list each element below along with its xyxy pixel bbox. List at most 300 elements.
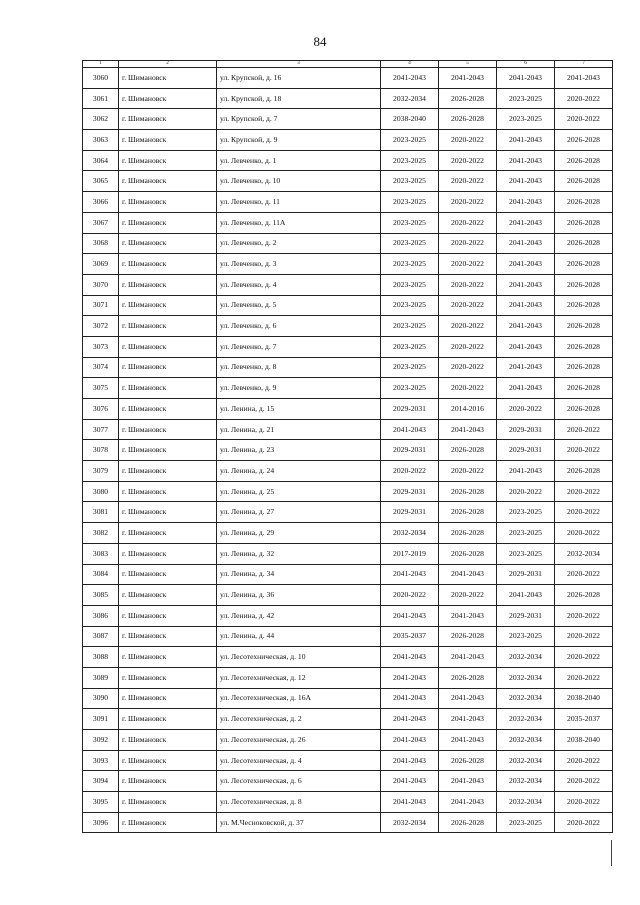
period-cell: 2035-2037	[381, 626, 439, 647]
settlement-cell: г. Шимановск	[119, 336, 217, 357]
period-cell: 2020-2022	[555, 647, 613, 668]
settlement-cell: г. Шимановск	[119, 502, 217, 523]
period-cell: 2029-2031	[497, 419, 555, 440]
table-row	[83, 626, 613, 647]
column-number-row	[83, 61, 613, 68]
period-cell: 2041-2043	[381, 564, 439, 585]
period-cell: 2020-2022	[439, 212, 497, 233]
address-cell: ул. Левченко, д. 2	[217, 233, 381, 254]
table-row	[83, 254, 613, 275]
settlement-cell: г. Шимановск	[119, 688, 217, 709]
period-cell: 2026-2028	[555, 150, 613, 171]
period-cell: 2026-2028	[555, 336, 613, 357]
period-cell: 2020-2022	[497, 481, 555, 502]
period-cell: 2035-2037	[555, 709, 613, 730]
period-cell: 2017-2019	[381, 543, 439, 564]
period-cell: 2032-2034	[497, 771, 555, 792]
period-cell: 2026-2028	[555, 212, 613, 233]
settlement-cell: г. Шимановск	[119, 212, 217, 233]
row-number: 3095	[83, 792, 119, 813]
period-cell: 2020-2022	[439, 171, 497, 192]
period-cell: 2020-2022	[439, 233, 497, 254]
row-number: 3082	[83, 523, 119, 544]
address-cell: ул. Левченко, д. 11А	[217, 212, 381, 233]
address-cell: ул. Лесотехническая, д. 12	[217, 667, 381, 688]
period-cell: 2038-2040	[555, 688, 613, 709]
period-cell: 2023-2025	[381, 274, 439, 295]
period-cell: 2023-2025	[497, 523, 555, 544]
period-cell: 2026-2028	[439, 523, 497, 544]
address-cell: ул. Лесотехническая, д. 10	[217, 647, 381, 668]
period-cell: 2041-2043	[439, 688, 497, 709]
settlement-cell: г. Шимановск	[119, 254, 217, 275]
settlement-cell: г. Шимановск	[119, 274, 217, 295]
row-number: 3091	[83, 709, 119, 730]
row-number: 3075	[83, 378, 119, 399]
page-number: 84	[313, 34, 327, 49]
address-cell: ул. Левченко, д. 11	[217, 192, 381, 213]
period-cell: 2041-2043	[439, 771, 497, 792]
settlement-cell: г. Шимановск	[119, 667, 217, 688]
period-cell: 2041-2043	[497, 192, 555, 213]
period-cell: 2041-2043	[497, 274, 555, 295]
settlement-cell: г. Шимановск	[119, 461, 217, 482]
period-cell: 2020-2022	[555, 440, 613, 461]
settlement-cell: г. Шимановск	[119, 316, 217, 337]
period-cell: 2026-2028	[439, 543, 497, 564]
row-number: 3079	[83, 461, 119, 482]
period-cell: 2032-2034	[381, 523, 439, 544]
settlement-cell: г. Шимановск	[119, 543, 217, 564]
period-cell: 2023-2025	[381, 150, 439, 171]
row-number: 3078	[83, 440, 119, 461]
period-cell: 2023-2025	[381, 295, 439, 316]
period-cell: 2041-2043	[381, 68, 439, 89]
settlement-cell: г. Шимановск	[119, 171, 217, 192]
settlement-cell: г. Шимановск	[119, 585, 217, 606]
table-row	[83, 502, 613, 523]
row-number: 3067	[83, 212, 119, 233]
settlement-cell: г. Шимановск	[119, 626, 217, 647]
period-cell: 2041-2043	[555, 68, 613, 89]
table-row	[83, 68, 613, 89]
period-cell: 2026-2028	[439, 88, 497, 109]
period-cell: 2041-2043	[381, 771, 439, 792]
period-cell: 2020-2022	[555, 481, 613, 502]
address-cell: ул. Лесотехническая, д. 16А	[217, 688, 381, 709]
period-cell: 2020-2022	[439, 336, 497, 357]
period-cell: 2032-2034	[381, 812, 439, 833]
address-cell: ул. Левченко, д. 1	[217, 150, 381, 171]
period-cell: 2020-2022	[439, 150, 497, 171]
table-row	[83, 399, 613, 420]
table-row	[83, 171, 613, 192]
period-cell: 2020-2022	[439, 461, 497, 482]
period-cell: 2029-2031	[381, 440, 439, 461]
period-cell: 2020-2022	[555, 605, 613, 626]
table-row	[83, 295, 613, 316]
period-cell: 2029-2031	[497, 605, 555, 626]
period-cell: 2026-2028	[555, 357, 613, 378]
address-cell: ул. Ленина, д. 32	[217, 543, 381, 564]
period-cell: 2029-2031	[381, 502, 439, 523]
table-row	[83, 750, 613, 771]
address-cell: ул. Ленина, д. 34	[217, 564, 381, 585]
table-row	[83, 336, 613, 357]
settlement-cell: г. Шимановск	[119, 233, 217, 254]
registry-table	[82, 60, 613, 833]
row-number: 3074	[83, 357, 119, 378]
row-number: 3080	[83, 481, 119, 502]
settlement-cell: г. Шимановск	[119, 647, 217, 668]
row-number: 3090	[83, 688, 119, 709]
period-cell: 2032-2034	[497, 667, 555, 688]
period-cell: 2041-2043	[497, 461, 555, 482]
period-cell: 2020-2022	[555, 502, 613, 523]
row-number: 3064	[83, 150, 119, 171]
table-row	[83, 212, 613, 233]
table-row	[83, 812, 613, 833]
period-cell: 2041-2043	[497, 68, 555, 89]
address-cell: ул. Ленина, д. 42	[217, 605, 381, 626]
row-number: 3071	[83, 295, 119, 316]
period-cell: 2041-2043	[497, 357, 555, 378]
table-row	[83, 419, 613, 440]
row-number: 3087	[83, 626, 119, 647]
table-row	[83, 88, 613, 109]
period-cell: 2023-2025	[497, 109, 555, 130]
table-row	[83, 730, 613, 751]
row-number: 3096	[83, 812, 119, 833]
period-cell: 2041-2043	[381, 605, 439, 626]
row-number: 3068	[83, 233, 119, 254]
period-cell: 2020-2022	[439, 585, 497, 606]
settlement-cell: г. Шимановск	[119, 750, 217, 771]
settlement-cell: г. Шимановск	[119, 88, 217, 109]
column-number: 6	[497, 61, 555, 68]
settlement-cell: г. Шимановск	[119, 771, 217, 792]
period-cell: 2041-2043	[497, 130, 555, 151]
period-cell: 2041-2043	[497, 254, 555, 275]
table-row	[83, 709, 613, 730]
period-cell: 2041-2043	[497, 150, 555, 171]
row-number: 3065	[83, 171, 119, 192]
period-cell: 2023-2025	[381, 254, 439, 275]
period-cell: 2041-2043	[381, 419, 439, 440]
row-number: 3084	[83, 564, 119, 585]
period-cell: 2026-2028	[555, 399, 613, 420]
period-cell: 2041-2043	[381, 688, 439, 709]
row-number: 3094	[83, 771, 119, 792]
address-cell: ул. Левченко, д. 7	[217, 336, 381, 357]
period-cell: 2026-2028	[439, 481, 497, 502]
address-cell: ул. М.Чесноковской, д. 37	[217, 812, 381, 833]
period-cell: 2026-2028	[555, 192, 613, 213]
period-cell: 2026-2028	[439, 626, 497, 647]
period-cell: 2029-2031	[497, 440, 555, 461]
row-number: 3060	[83, 68, 119, 89]
period-cell: 2041-2043	[381, 709, 439, 730]
table-row	[83, 667, 613, 688]
period-cell: 2020-2022	[555, 771, 613, 792]
period-cell: 2020-2022	[555, 812, 613, 833]
address-cell: ул. Ленина, д. 44	[217, 626, 381, 647]
period-cell: 2026-2028	[439, 667, 497, 688]
table-row	[83, 605, 613, 626]
period-cell: 2041-2043	[439, 792, 497, 813]
table-row	[83, 150, 613, 171]
address-cell: ул. Крупской, д. 9	[217, 130, 381, 151]
address-cell: ул. Лесотехническая, д. 8	[217, 792, 381, 813]
period-cell: 2041-2043	[497, 316, 555, 337]
address-cell: ул. Ленина, д. 24	[217, 461, 381, 482]
period-cell: 2020-2022	[439, 130, 497, 151]
period-cell: 2041-2043	[439, 709, 497, 730]
period-cell: 2041-2043	[381, 792, 439, 813]
period-cell: 2026-2028	[439, 750, 497, 771]
address-cell: ул. Ленина, д. 23	[217, 440, 381, 461]
period-cell: 2023-2025	[381, 378, 439, 399]
period-cell: 2020-2022	[497, 399, 555, 420]
period-cell: 2023-2025	[381, 212, 439, 233]
period-cell: 2020-2022	[439, 316, 497, 337]
row-number: 3066	[83, 192, 119, 213]
table-row	[83, 564, 613, 585]
period-cell: 2041-2043	[439, 605, 497, 626]
settlement-cell: г. Шимановск	[119, 150, 217, 171]
row-number: 3083	[83, 543, 119, 564]
period-cell: 2026-2028	[439, 812, 497, 833]
period-cell: 2032-2034	[497, 709, 555, 730]
period-cell: 2029-2031	[381, 399, 439, 420]
settlement-cell: г. Шимановск	[119, 564, 217, 585]
address-cell: ул. Лесотехническая, д. 2	[217, 709, 381, 730]
table-row	[83, 233, 613, 254]
period-cell: 2023-2025	[381, 192, 439, 213]
scan-artifact-line	[611, 840, 612, 866]
settlement-cell: г. Шимановск	[119, 440, 217, 461]
period-cell: 2020-2022	[555, 109, 613, 130]
period-cell: 2020-2022	[439, 192, 497, 213]
period-cell: 2026-2028	[555, 233, 613, 254]
address-cell: ул. Левченко, д. 5	[217, 295, 381, 316]
row-number: 3092	[83, 730, 119, 751]
period-cell: 2023-2025	[381, 171, 439, 192]
period-cell: 2041-2043	[497, 171, 555, 192]
address-cell: ул. Левченко, д. 6	[217, 316, 381, 337]
table-row	[83, 316, 613, 337]
table-row	[83, 109, 613, 130]
settlement-cell: г. Шимановск	[119, 730, 217, 751]
table-row	[83, 481, 613, 502]
table-row	[83, 543, 613, 564]
period-cell: 2020-2022	[555, 564, 613, 585]
row-number: 3085	[83, 585, 119, 606]
period-cell: 2041-2043	[381, 750, 439, 771]
row-number: 3086	[83, 605, 119, 626]
row-number: 3076	[83, 399, 119, 420]
period-cell: 2023-2025	[381, 357, 439, 378]
settlement-cell: г. Шимановск	[119, 709, 217, 730]
address-cell: ул. Крупской, д. 7	[217, 109, 381, 130]
period-cell: 2023-2025	[381, 336, 439, 357]
table-row	[83, 792, 613, 813]
period-cell: 2020-2022	[439, 378, 497, 399]
column-number: 1	[83, 61, 119, 68]
row-number: 3061	[83, 88, 119, 109]
row-number: 3072	[83, 316, 119, 337]
row-number: 3089	[83, 667, 119, 688]
period-cell: 2023-2025	[497, 812, 555, 833]
period-cell: 2020-2022	[555, 750, 613, 771]
period-cell: 2026-2028	[555, 316, 613, 337]
settlement-cell: г. Шимановск	[119, 399, 217, 420]
table-row	[83, 688, 613, 709]
settlement-cell: г. Шимановск	[119, 378, 217, 399]
settlement-cell: г. Шимановск	[119, 68, 217, 89]
period-cell: 2020-2022	[439, 254, 497, 275]
period-cell: 2020-2022	[555, 88, 613, 109]
column-number: 2	[119, 61, 217, 68]
row-number: 3070	[83, 274, 119, 295]
period-cell: 2026-2028	[555, 274, 613, 295]
period-cell: 2041-2043	[381, 667, 439, 688]
period-cell: 2032-2034	[497, 647, 555, 668]
address-cell: ул. Ленина, д. 27	[217, 502, 381, 523]
address-cell: ул. Левченко, д. 8	[217, 357, 381, 378]
address-cell: ул. Левченко, д. 9	[217, 378, 381, 399]
address-cell: ул. Левченко, д. 10	[217, 171, 381, 192]
address-cell: ул. Ленина, д. 25	[217, 481, 381, 502]
period-cell: 2029-2031	[381, 481, 439, 502]
column-number: 5	[439, 61, 497, 68]
period-cell: 2026-2028	[439, 109, 497, 130]
address-cell: ул. Лесотехническая, д. 6	[217, 771, 381, 792]
period-cell: 2032-2034	[381, 88, 439, 109]
settlement-cell: г. Шимановск	[119, 295, 217, 316]
address-cell: ул. Крупской, д. 18	[217, 88, 381, 109]
period-cell: 2041-2043	[497, 233, 555, 254]
address-cell: ул. Ленина, д. 36	[217, 585, 381, 606]
period-cell: 2023-2025	[381, 233, 439, 254]
period-cell: 2038-2040	[381, 109, 439, 130]
column-number: 4	[381, 61, 439, 68]
period-cell: 2020-2022	[555, 626, 613, 647]
table-row	[83, 585, 613, 606]
settlement-cell: г. Шимановск	[119, 192, 217, 213]
period-cell: 2041-2043	[497, 295, 555, 316]
period-cell: 2020-2022	[555, 667, 613, 688]
period-cell: 2026-2028	[555, 171, 613, 192]
period-cell: 2041-2043	[439, 647, 497, 668]
address-cell: ул. Левченко, д. 4	[217, 274, 381, 295]
period-cell: 2041-2043	[439, 419, 497, 440]
settlement-cell: г. Шимановск	[119, 792, 217, 813]
row-number: 3062	[83, 109, 119, 130]
period-cell: 2020-2022	[439, 274, 497, 295]
period-cell: 2041-2043	[439, 68, 497, 89]
period-cell: 2014-2016	[439, 399, 497, 420]
period-cell: 2041-2043	[497, 378, 555, 399]
period-cell: 2020-2022	[555, 792, 613, 813]
period-cell: 2032-2034	[555, 543, 613, 564]
settlement-cell: г. Шимановск	[119, 109, 217, 130]
address-cell: ул. Крупской, д. 16	[217, 68, 381, 89]
period-cell: 2041-2043	[497, 212, 555, 233]
column-number: 7	[555, 61, 613, 68]
table-row	[83, 274, 613, 295]
row-number: 3093	[83, 750, 119, 771]
period-cell: 2026-2028	[439, 502, 497, 523]
row-number: 3077	[83, 419, 119, 440]
period-cell: 2032-2034	[497, 688, 555, 709]
period-cell: 2026-2028	[555, 585, 613, 606]
row-number: 3063	[83, 130, 119, 151]
period-cell: 2023-2025	[497, 543, 555, 564]
address-cell: ул. Ленина, д. 29	[217, 523, 381, 544]
settlement-cell: г. Шимановск	[119, 605, 217, 626]
settlement-cell: г. Шимановск	[119, 357, 217, 378]
period-cell: 2029-2031	[497, 564, 555, 585]
column-number: 3	[217, 61, 381, 68]
settlement-cell: г. Шимановск	[119, 481, 217, 502]
address-cell: ул. Левченко, д. 3	[217, 254, 381, 275]
period-cell: 2020-2022	[439, 357, 497, 378]
row-number: 3081	[83, 502, 119, 523]
period-cell: 2023-2025	[497, 88, 555, 109]
period-cell: 2026-2028	[439, 440, 497, 461]
period-cell: 2041-2043	[439, 730, 497, 751]
address-cell: ул. Лесотехническая, д. 26	[217, 730, 381, 751]
table-row	[83, 523, 613, 544]
period-cell: 2041-2043	[497, 336, 555, 357]
table-row	[83, 378, 613, 399]
period-cell: 2020-2022	[381, 461, 439, 482]
period-cell: 2041-2043	[381, 647, 439, 668]
period-cell: 2023-2025	[497, 502, 555, 523]
table-row	[83, 647, 613, 668]
settlement-cell: г. Шимановск	[119, 419, 217, 440]
period-cell: 2026-2028	[555, 295, 613, 316]
table-row	[83, 771, 613, 792]
period-cell: 2041-2043	[497, 585, 555, 606]
table-row	[83, 192, 613, 213]
table-row	[83, 357, 613, 378]
period-cell: 2038-2040	[555, 730, 613, 751]
period-cell: 2026-2028	[555, 130, 613, 151]
settlement-cell: г. Шимановск	[119, 130, 217, 151]
period-cell: 2023-2025	[497, 626, 555, 647]
row-number: 3069	[83, 254, 119, 275]
period-cell: 2020-2022	[555, 523, 613, 544]
period-cell: 2023-2025	[381, 130, 439, 151]
period-cell: 2032-2034	[497, 792, 555, 813]
table-row	[83, 130, 613, 151]
period-cell: 2032-2034	[497, 730, 555, 751]
row-number: 3073	[83, 336, 119, 357]
settlement-cell: г. Шимановск	[119, 812, 217, 833]
period-cell: 2032-2034	[497, 750, 555, 771]
period-cell: 2041-2043	[439, 564, 497, 585]
period-cell: 2041-2043	[381, 730, 439, 751]
period-cell: 2026-2028	[555, 254, 613, 275]
address-cell: ул. Ленина, д. 15	[217, 399, 381, 420]
period-cell: 2020-2022	[555, 419, 613, 440]
period-cell: 2020-2022	[439, 295, 497, 316]
row-number: 3088	[83, 647, 119, 668]
table-row	[83, 440, 613, 461]
table-row	[83, 461, 613, 482]
